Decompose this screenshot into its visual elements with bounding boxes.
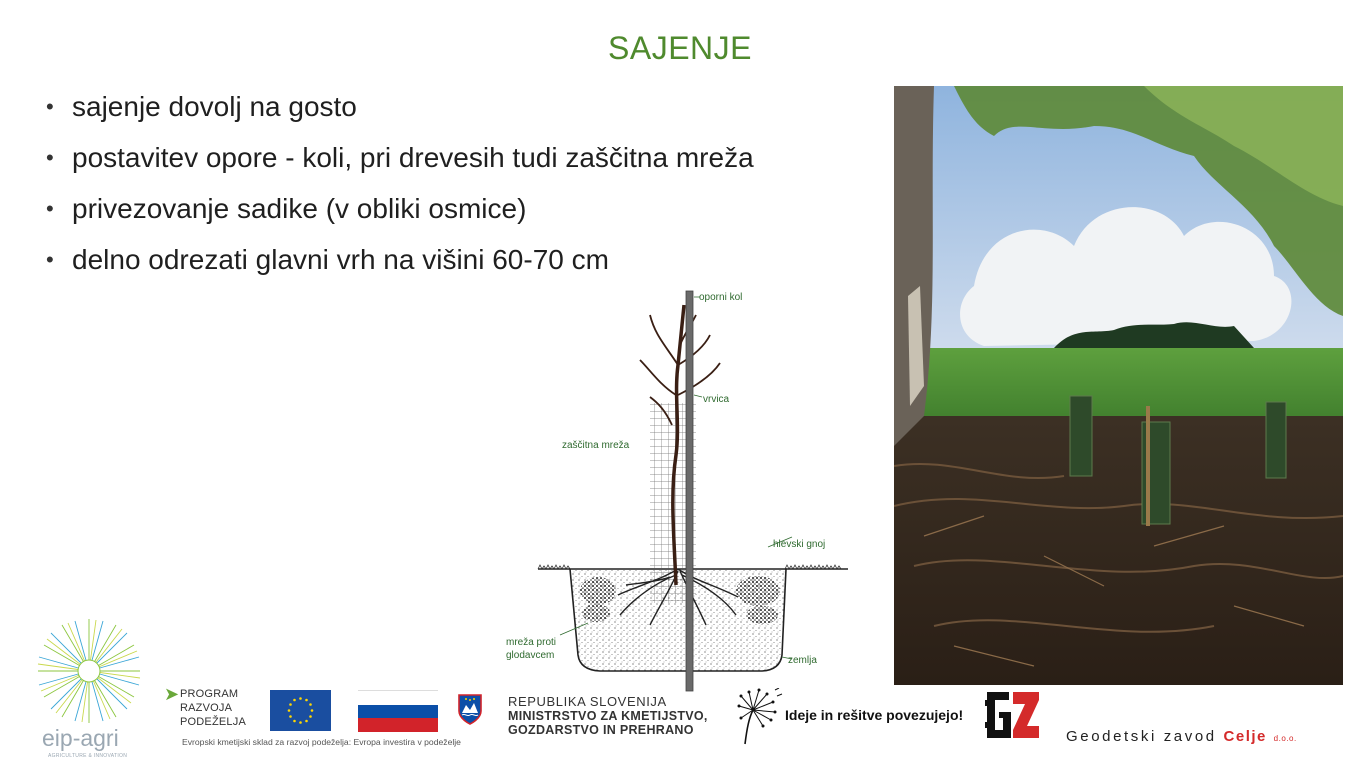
- tree-guard: [1070, 396, 1092, 476]
- gz-logo-icon: [983, 686, 1041, 744]
- tree-stake: [1146, 406, 1150, 526]
- ministry-logo-text: [508, 694, 708, 737]
- ministry-line-2: MINISTRSTVO ZA KMETIJSTVO,: [508, 709, 708, 723]
- bullet-item: [44, 86, 754, 137]
- gz-suffix: d.o.o.: [1273, 734, 1297, 743]
- bullet-list: [44, 86, 754, 290]
- bullet-item: [44, 239, 754, 290]
- eip-agri-logo: [36, 617, 142, 759]
- ministry-line-1: REPUBLIKA SLOVENIJA: [508, 694, 667, 709]
- program-razvoja-logo: [164, 684, 254, 732]
- bullet-item: [44, 137, 754, 188]
- bullet-text: postavitev opore - koli, pri drevesih tudi zaščitna mreža: [72, 142, 754, 173]
- geodetski-zavod-wordmark: [1066, 728, 1297, 745]
- label-stake: oporni kol: [699, 292, 743, 303]
- eu-flag-icon: [270, 690, 331, 731]
- bullet-icon: •: [46, 196, 54, 221]
- label-rodent-net: glodavcem: [506, 650, 555, 661]
- label-rodent-net: mreža proti: [506, 637, 557, 648]
- program-caption: Evropski kmetijski sklad za razvoj podeželja: Evropa investira v podeželje: [182, 737, 461, 747]
- slogan-text: Ideje in rešitve povezujejo!: [785, 707, 964, 723]
- label-manure: hlevski gnoj: [773, 539, 826, 550]
- eip-agri-tagline: AGRICULTURE & INNOVATION: [48, 753, 128, 759]
- bullet-text: privezovanje sadike (v obliki osmice): [72, 193, 527, 224]
- program-line-2: RAZVOJA: [180, 702, 233, 714]
- slide-title: SAJENJE: [608, 30, 752, 66]
- bullet-text: delno odrezati glavni vrh na višini 60-70 cm: [72, 244, 609, 275]
- bullet-text: sajenje dovolj na gosto: [72, 91, 357, 122]
- label-string: vrvica: [703, 394, 730, 405]
- dandelion-icon: [735, 688, 783, 746]
- slovenia-coat-of-arms-icon: [457, 693, 483, 725]
- label-soil: zemlja: [788, 655, 817, 666]
- bullet-item: [44, 188, 754, 239]
- field-photo: [894, 86, 1343, 685]
- slovenia-flag-icon: [358, 690, 438, 731]
- eip-burst-icon: [36, 617, 142, 725]
- tree-guard: [1266, 402, 1286, 478]
- program-line-3: PODEŽELJA: [180, 716, 246, 728]
- bullet-icon: •: [46, 145, 54, 170]
- leaf-arrow-icon: ➤: [164, 684, 180, 704]
- bullet-icon: •: [46, 247, 54, 272]
- bullet-icon: •: [46, 94, 54, 119]
- label-net: zaščitna mreža: [562, 440, 630, 451]
- eip-agri-wordmark: eip-agri: [42, 725, 119, 751]
- program-line-1: PROGRAM: [180, 688, 239, 700]
- gz-city: Celje: [1223, 728, 1267, 745]
- gz-name: Geodetski zavod: [1066, 728, 1217, 745]
- ministry-line-3: GOZDARSTVO IN PREHRANO: [508, 723, 694, 737]
